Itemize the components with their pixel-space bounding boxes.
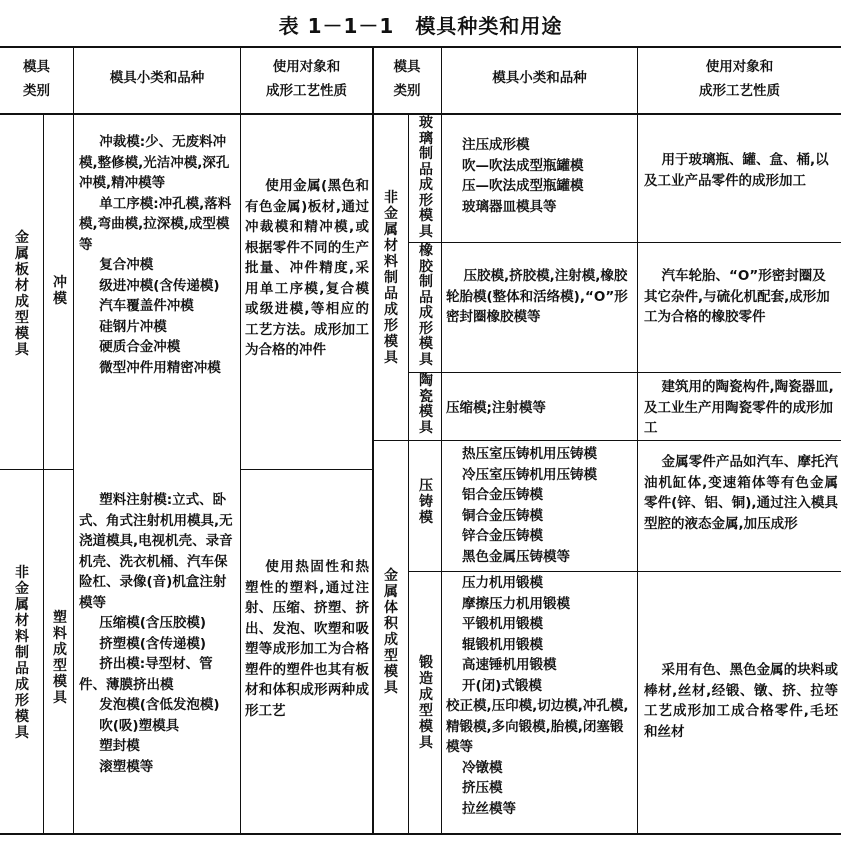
list-item: 开(闭)式锻模 <box>462 677 542 694</box>
header-subtype: 模具小类和品种 <box>109 70 205 86</box>
top-rule <box>0 46 841 48</box>
list-item: 吹—吹法成型瓶罐模 <box>462 157 584 174</box>
list-ceramic-items <box>446 398 634 419</box>
sub-glass-mold: 玻 璃 制 品 成 形 模 具 <box>419 115 433 240</box>
divider <box>408 114 409 833</box>
category-nonmetal: 非 金 属 材 料 制 品 成 形 模 具 <box>15 565 29 741</box>
divider <box>43 114 44 833</box>
usage-plastic: 使用热固性和热塑性的塑料,通过注射、压缩、挤塑、挤出、发泡、吹塑和吸塑等成形加工为合格塑件的塑件也其有板材和体积成形两种成形工艺 <box>245 559 369 719</box>
usage-ceramic: 建筑用的陶瓷构件,陶瓷器皿,及工业生产用陶瓷零件的成形加工 <box>644 379 834 436</box>
list-item: 汽车覆盖件冲模 <box>99 298 194 314</box>
list-metal-sheet-items <box>79 132 237 378</box>
list-item: 玻璃器皿模具等 <box>462 198 557 215</box>
list-item: 注压成形模 <box>462 137 530 153</box>
list-item: 微型冲件用精密冲模 <box>99 359 221 376</box>
list-item: 冷压室压铸机用压铸模 <box>462 466 597 483</box>
row-divider <box>409 372 841 373</box>
list-item: 级进冲模(含传递模) <box>99 277 220 294</box>
list-item: 硬质合金冲模 <box>99 339 181 355</box>
sub-plastic-mold: 塑 料 成 型 模 具 <box>53 610 67 706</box>
row-divider <box>409 242 841 243</box>
list-item: 铝合金压铸模 <box>462 487 543 503</box>
row-divider <box>0 469 73 470</box>
list-item: 摩擦压力机用锻模 <box>462 595 570 612</box>
list-item: 发泡模(含低发泡模) <box>99 697 220 713</box>
sub-rubber-mold: 橡 胶 制 品 成 形 模 具 <box>419 243 433 368</box>
list-item: 压缩模;注射模等 <box>446 400 546 416</box>
header-usage-right: 使用对象和 成形工艺性质 <box>699 59 780 99</box>
row-divider <box>241 469 372 470</box>
list-item: 冷镦模 <box>462 759 503 776</box>
list-item: 辊锻机用锻模 <box>462 636 543 653</box>
row-divider <box>373 440 841 441</box>
usage-rubber: 汽车轮胎、“O”形密封圈及其它杂件,与硫化机配套,成形加工为合格的橡胶零件 <box>644 268 830 325</box>
usage-die-casting: 金属零件产品如汽车、摩托汽油机缸体,变速箱体等有色金属零件(锌、铝、铜),通过注入模具型腔的液态金属,加压成形 <box>644 454 838 532</box>
page-title: 表 1－1－1 模具种类和用途 <box>278 14 563 38</box>
list-item: 锌合金压铸模 <box>462 528 543 544</box>
list-item: 压胶模,挤胶模,注射模,橡胶轮胎模(整体和活络模),“O”形密封圈橡胶模等 <box>446 268 628 325</box>
list-die-casting-items <box>462 444 634 567</box>
list-item: 平锻机用锻模 <box>462 616 543 632</box>
sub-forging-mold: 锻 造 成 型 模 具 <box>419 655 433 751</box>
sub-stamping-die: 冲 模 <box>53 275 67 307</box>
list-item: 热压室压铸机用压铸模 <box>462 446 597 462</box>
divider <box>73 48 74 833</box>
list-item: 铜合金压铸模 <box>462 507 543 524</box>
header-subtype-right: 模具小类和品种 <box>492 70 587 86</box>
list-item: 硅钢片冲模 <box>99 318 167 335</box>
list-item: 复合冲模 <box>99 257 154 273</box>
list-item: 压—吹法成型瓶罐模 <box>462 178 584 194</box>
list-item: 单工序模:冲孔模,落料模,弯曲模,拉深模,成型模等 <box>79 195 232 253</box>
list-item: 挤出模:导型材、管件、薄膜挤出模 <box>79 656 213 693</box>
list-item: 压缩模(含压胶模) <box>99 615 207 631</box>
sub-ceramic-mold: 陶 瓷 模 具 <box>419 373 433 436</box>
category-nonmetal-right: 非 金 属 材 料 制 品 成 形 模 具 <box>384 190 398 366</box>
list-item: 挤压模 <box>462 780 503 796</box>
list-item: 拉丝模等 <box>462 800 516 817</box>
list-item: 吹(吸)塑模具 <box>99 717 180 734</box>
divider <box>240 48 241 833</box>
bottom-rule <box>0 833 841 835</box>
list-item: 压力机用锻模 <box>462 575 543 591</box>
list-forging-items <box>446 573 634 819</box>
list-item: 高速锤机用锻模 <box>462 657 557 673</box>
sub-die-casting-mold: 压 铸 模 <box>419 478 433 526</box>
list-item: 挤塑模(含传递模) <box>99 635 207 652</box>
list-item: 塑料注射模:立式、卧式、角式注射机用模具,无浇道模具,电视机壳、录音机壳、洗衣机桶、汽车保险杠、录像(音)机盒注射模等 <box>79 492 233 611</box>
usage-glass: 用于玻璃瓶、罐、盒、桶,以及工业产品零件的成形加工 <box>644 152 829 189</box>
list-plastic-items <box>79 490 237 777</box>
category-metal-volume: 金 属 体 积 成 型 模 具 <box>384 568 398 696</box>
list-item: 黑色金属压铸模等 <box>462 548 570 565</box>
usage-metal-sheet: 使用金属(黑色和有色金属)板材,通过冲裁模和精冲模,或根据零件不同的生产批量、冲件精度,采用单工序模,复合模或级进模,等相应的工艺方法。成形加工为合格的冲件 <box>245 178 369 358</box>
header-usage: 使用对象和 成形工艺性质 <box>266 59 347 99</box>
header-category-right: 模具 类别 <box>393 59 421 99</box>
list-item: 冲裁模:少、无废料冲模,整修模,光洁冲模,深孔冲模,精冲模等 <box>79 134 230 191</box>
list-item: 塑封模 <box>99 738 140 754</box>
usage-forging: 采用有色、黑色金属的块料或棒材,丝材,经锻、镦、挤、拉等工艺成形加工成合格零件,毛坯和丝材 <box>644 662 838 740</box>
list-item: 校正模,压印模,切边模,冲孔模,精锻模,多向锻模,胎模,闭塞锻模等 <box>446 698 629 755</box>
list-item: 滚塑模等 <box>99 758 154 775</box>
list-rubber-items <box>446 266 634 328</box>
list-glass-items <box>462 135 634 217</box>
row-divider <box>409 571 841 572</box>
header-category: 模具 类别 <box>23 59 50 99</box>
category-metal-sheet: 金 属 板 材 成 型 模 具 <box>15 230 29 358</box>
